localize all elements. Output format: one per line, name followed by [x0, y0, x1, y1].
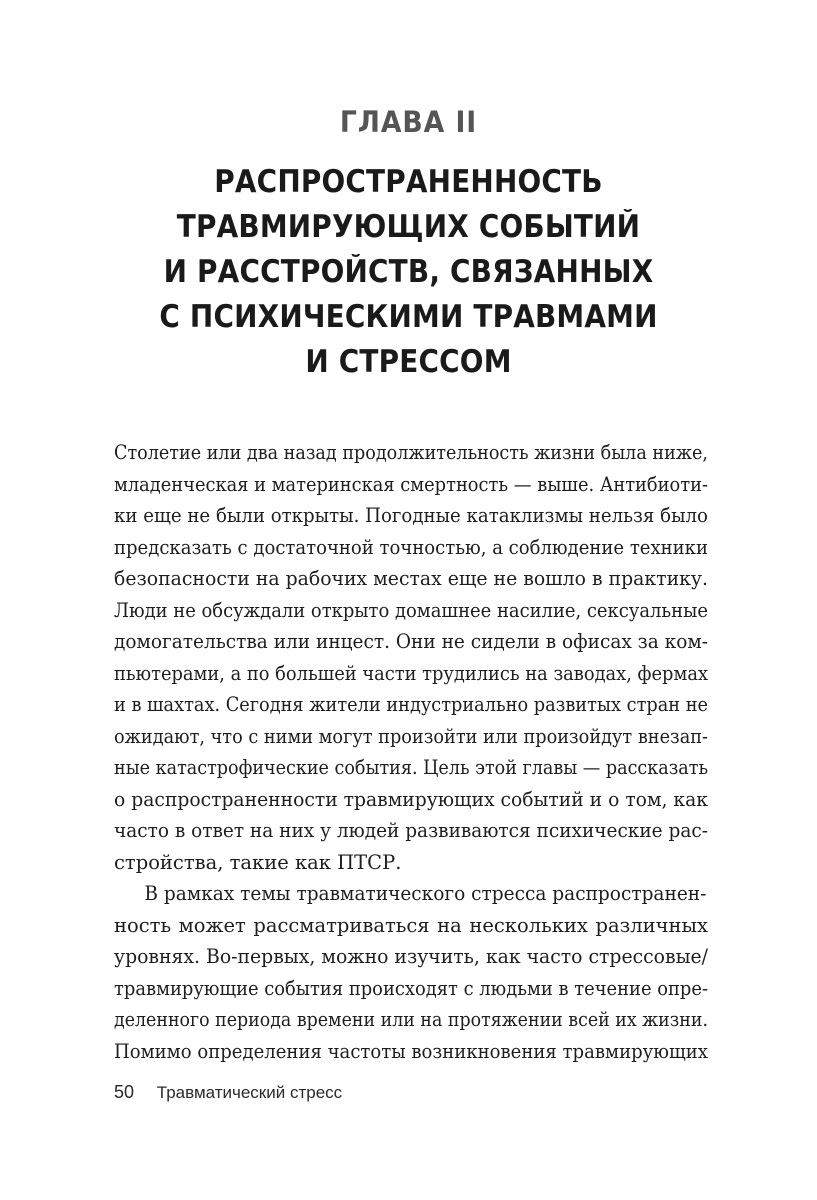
text-line: деленного периода времени или на протяжении всей их жизни. — [114, 1008, 708, 1031]
chapter-title-line: И СТРЕССОМ — [305, 344, 512, 380]
text-line: Помимо определения частоты возникновения травмирующих — [114, 1039, 709, 1063]
running-title: Травматический стресс — [156, 1083, 343, 1102]
text-line: часто в ответ на них у людей развиваются психические рас- — [114, 819, 708, 842]
text-line: предсказать с достаточной точностью, а соблюдение техники — [114, 535, 708, 559]
body-text — [114, 437, 708, 1067]
text-line: и в шахтах. Сегодня жители индустриально развитых стран не — [114, 693, 709, 716]
text-line: пьютерами, а по большей части трудились на заводах, фермах — [114, 661, 708, 685]
text-line: уровнях. Во-первых, можно изучить, как часто стрессовые/ — [114, 945, 709, 968]
page-footer — [114, 1080, 342, 1105]
chapter-title — [60, 160, 757, 385]
page-number: 50 — [114, 1082, 135, 1102]
text-line: травмирующие события происходят с людьми в течение опре- — [114, 976, 709, 1000]
text-line: ные катастрофические события. Цель этой главы — рассказать — [114, 756, 709, 779]
chapter-label: ГЛАВА II — [339, 105, 478, 139]
text-line: ожидают, что с ними могут произойти или произойдут внезап- — [114, 724, 709, 748]
text-line: стройства, такие как ПТСР. — [114, 850, 402, 874]
chapter-title-line: РАСПРОСТРАНЕННОСТЬ — [214, 164, 603, 200]
text-line: домогательства или инцест. Они не сидели в офисах за ком- — [114, 630, 709, 653]
chapter-title-line: С ПСИХИЧЕСКИМИ ТРАВМАМИ — [159, 299, 658, 335]
text-line: безопасности на рабочих местах еще не вошло в практику. — [114, 567, 708, 590]
text-line: младенческая и материнская смертность — выше. Антибиоти- — [114, 472, 709, 496]
text-line-indented: В рамках темы травматического стресса распространен- — [144, 882, 707, 905]
text-line: Люди не обсуждали открыто домашнее насилие, сексуальные — [114, 598, 708, 622]
text-line: ки еще не были открыты. Погодные катаклизмы нельзя было — [114, 504, 708, 527]
chapter-title-line: ТРАВМИРУЮЩИХ СОБЫТИЙ — [176, 209, 641, 245]
text-line: о распространенности травмирующих событий и о том, как — [114, 787, 708, 811]
chapter-title-line: И РАССТРОЙСТВ, СВЯЗАННЫХ — [163, 254, 654, 290]
text-line: ность может рассматриваться на нескольких различных — [114, 913, 708, 937]
text-line: Столетие или два назад продолжительность жизни была ниже, — [114, 441, 708, 464]
